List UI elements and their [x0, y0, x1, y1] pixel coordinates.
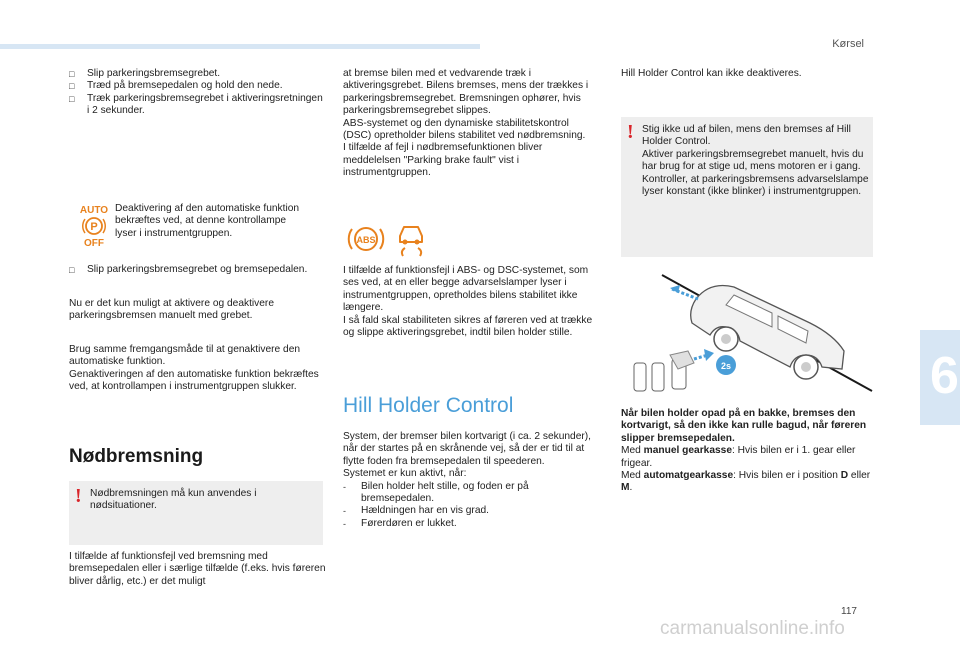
bullet-list-2: [69, 264, 319, 276]
square-bullet-icon: □: [69, 69, 75, 79]
warning-icon: !: [75, 485, 82, 507]
abs-label: ABS: [356, 235, 376, 245]
abs-icon: [349, 228, 384, 250]
section-title: Kørsel: [832, 38, 864, 50]
hill-holder-explanation: Når bilen holder opad på en bakke, bremses den kortvarigt, så den ikke kan rulle bagud, når føreren slipper bremsepedalen. Med manuel gearkasse: Hvis bilen er i 1. gear eller frigear. Med automatgearkasse: Hvis bilen er i position D eller M.: [621, 408, 871, 494]
timer-2s-icon: [716, 355, 736, 375]
paragraph: System, der bremser bilen kortvarigt (i ca. 2 sekunder), når der startes på en skrånende vej, så der er tid til at flytte foden fra bremsepedalen til speederen. Systemet er kun aktivt, når: - Bilen holder helt stille, og foden er på bremsepedalen. - Hældningen har en vis grad. - Førerdøren er lukket.: [343, 431, 599, 530]
paragraph: I tilfælde af funktionsfejl ved bremsning med bremsepedalen eller i særlige tilfælde (f.eks. hvis føreren bliver dårlig, etc.) er det muligt: [69, 551, 326, 587]
list-item: □ Slip parkeringsbremsegrebet og bremsepedalen.: [69, 264, 308, 275]
square-bullet-icon: □: [69, 265, 75, 275]
warning-box: [621, 117, 873, 257]
warning-text: Stig ikke ud af bilen, mens den bremses af Hill Holder Control. Aktiver parkeringsbremsegrebet manuelt, hvis du har brug for at stige ud, mens motoren er i gang. Kontroller, at parkeringsbremsens advarselslampe lyser konstant (ikke blinker) i instrumentgruppen.: [642, 124, 869, 198]
paragraph: Nu er det kun muligt at aktivere og deaktivere parkeringsbremsen manuelt med grebet.: [69, 298, 274, 322]
paragraph: Hill Holder Control kan ikke deaktiveres.: [621, 68, 802, 79]
warning-icon: !: [627, 121, 634, 143]
chapter-tab: 6: [920, 330, 960, 425]
icon-p-label: P: [90, 221, 98, 233]
icon-off-label: OFF: [84, 238, 104, 247]
timer-label: 2s: [720, 361, 732, 371]
list-item: - Hældningen har en vis grad.: [343, 505, 489, 517]
warning-text: Nødbremsningen må kun anvendes i nødsituationer.: [90, 488, 257, 512]
page-number: 117: [841, 606, 857, 617]
dsc-skid-icon: [400, 227, 422, 256]
pedals-illustration: [634, 349, 714, 391]
square-bullet-icon: □: [69, 93, 75, 104]
paragraph: Brug samme fremgangsmåde til at genaktivere den automatiske funktion. Genaktiveringen af den automatiske funktion bekræftes ved, at kontrollampen i instrumentgruppen slukker.: [69, 344, 319, 393]
list-item: □ Slip parkeringsbremsegrebet.: [69, 68, 221, 79]
list-item: □ Træd på bremsepedalen og hold den nede.: [69, 80, 283, 92]
car-illustration: [691, 286, 844, 380]
square-bullet-icon: □: [69, 81, 75, 92]
heading-hill-holder-control: Hill Holder Control: [343, 394, 514, 417]
list-item: - Førerdøren er lukket.: [343, 517, 457, 529]
watermark: carmanualsonline.info: [660, 618, 845, 639]
header-bar: [0, 44, 480, 49]
paragraph: at bremse bilen med et vedvarende træk i aktiveringsgrebet. Bilens bremses, mens der trækkes i parkeringsbremsegrebet. Bremsningen ophører, hvis parkeringsbremsegrebet slippes. ABS-systemet og den dynamiske stabilitetskontrol (DSC) opretholder bilens stabilitet ved nødbremsning. I tilfælde af fejl i nødbremsefunktionen bliver meddelelsen "Parking brake fault" vist i instrumentgruppen.: [343, 68, 589, 179]
hill-holder-figure: [622, 263, 874, 405]
bullet-list-1: [69, 68, 327, 118]
auto-off-icon: [78, 203, 110, 247]
icon-auto-label: AUTO: [79, 205, 109, 216]
abs-dsc-icons: [344, 220, 434, 258]
list-item: - Bilen holder helt stille, og foden er på bremsepedalen.: [343, 480, 529, 505]
auto-off-text: Deaktivering af den automatiske funktion bekræftes ved, at denne kontrollampe lyser i instrumentgruppen.: [115, 203, 300, 239]
warning-box: [69, 481, 323, 545]
paragraph: I tilfælde af funktionsfejl i ABS- og DSC-systemet, som ses ved, at en eller begge advarselslamper lyser i instrumentgruppen, opretholdes bilens stabilitet ikke længere. I så fald skal stabiliteten sikres af føreren ved at trække og slippe aktiveringsgrebet, indtil bilen holder stille.: [343, 265, 593, 339]
list-item: □ Træk parkeringsbremsegrebet i aktiveringsretningen i 2 sekunder.: [69, 92, 323, 117]
heading-nodbremsning: Nødbremsning: [69, 446, 204, 467]
